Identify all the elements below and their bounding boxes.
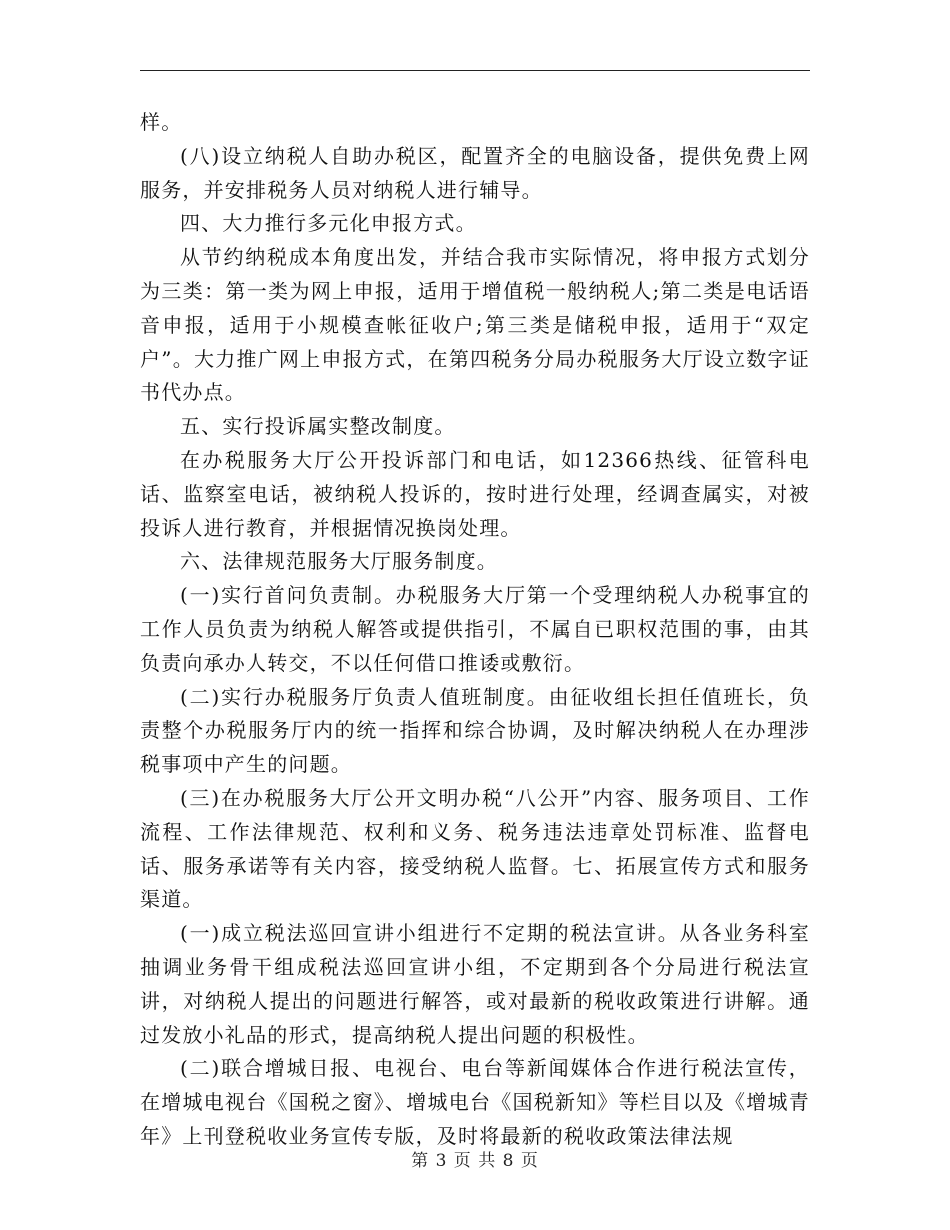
paragraph: 从节约纳税成本角度出发，并结合我市实际情况，将申报方式划分为三类：第一类为网上申报，适用于增值税一般纳税人;第二类是电话语音申报，适用于小规模查帐征收户;第三类是储税申报，适用于“双定户”。大力推广网上申报方式，在第四税务分局办税服务大厅设立数字证书代办点。 [140, 245, 810, 405]
paragraph: (三)在办税服务大厅公开文明办税“八公开”内容、服务项目、工作流程、工作法律规范、权利和义务、税务违法违章处罚标准、监督电话、服务承诺等有关内容，接受纳税人监督。七、拓展宣传方式和服务渠道。 [140, 785, 810, 912]
paragraph: 在办税服务大厅公开投诉部门和电话，如12366热线、征管科电话、监察室电话，被纳税人投诉的，按时进行处理，经调查属实，对被投诉人进行教育，并根据情况换岗处理。 [140, 447, 810, 540]
paragraph: 样。 [140, 110, 183, 134]
section-heading: 四、大力推行多元化申报方式。 [180, 211, 477, 236]
paragraph: (八)设立纳税人自助办税区，配置齐全的电脑设备，提供免费上网服务，并安排税务人员对纳税人进行辅导。 [140, 143, 810, 202]
page-number: 第 3 页 共 8 页 [411, 1151, 539, 1171]
paragraph: (二)联合增城日报、电视台、电台等新闻媒体合作进行税法宣传，在增城电视台《国税之窗》、增城电台《国税新知》等栏目以及《增城青年》上刊登税收业务宣传专版，及时将最新的税收政策法律法规 [140, 1056, 810, 1148]
section-heading: 五、实行投诉属实整改制度。 [180, 414, 456, 439]
header-rule [140, 70, 810, 71]
document-body [140, 106, 810, 1154]
paragraph: (一)成立税法巡回宣讲小组进行不定期的税法宣讲。从各业务科室抽调业务骨干组成税法巡回宣讲小组，不定期到各个分局进行税法宣讲，对纳税人提出的问题进行解答，或对最新的税收政策进行讲解。通过发放小礼品的形式，提高纳税人提出问题的积极性。 [140, 921, 810, 1047]
paragraph: (二)实行办税服务厅负责人值班制度。由征收组长担任值班长，负责整个办税服务厅内的统一指挥和综合协调，及时解决纳税人在办理涉税事项中产生的问题。 [140, 684, 810, 777]
paragraph: (一)实行首问负责制。办税服务大厅第一个受理纳税人办税事宜的工作人员负责为纳税人解答或提供指引，不属自已职权范围的事，由其负责向承办人转交，不以任何借口推诿或敷衍。 [140, 583, 810, 675]
section-heading: 六、法律规范服务大厅服务制度。 [180, 549, 498, 574]
